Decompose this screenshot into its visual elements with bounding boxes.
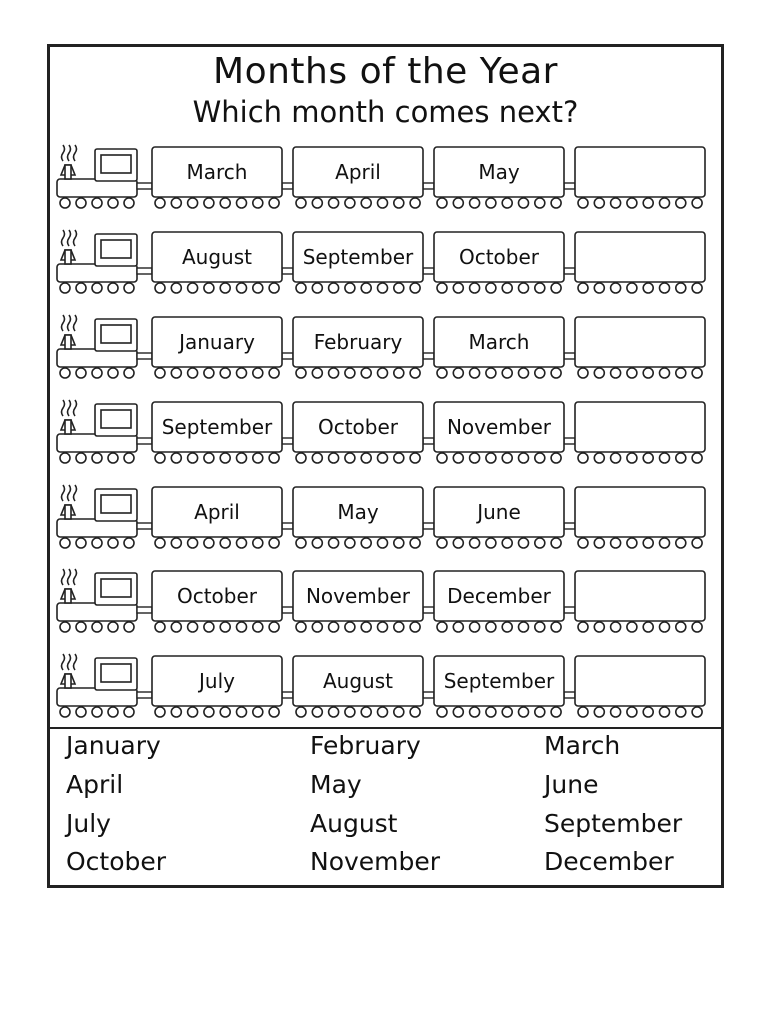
train-car-label: May — [478, 160, 520, 184]
word-bank-item: October — [66, 847, 167, 876]
coupler — [282, 607, 293, 613]
train-row — [55, 402, 715, 466]
coupler — [423, 438, 434, 444]
word-bank-item: September — [544, 809, 683, 838]
coupler — [282, 268, 293, 274]
word-bank-item: April — [66, 770, 124, 799]
coupler — [423, 523, 434, 529]
train-car-label: April — [194, 500, 240, 524]
worksheet-title: Months of the Year — [213, 51, 558, 92]
coupler — [137, 353, 152, 359]
steam-locomotive-icon — [57, 315, 137, 378]
train-car-label: November — [446, 415, 552, 439]
worksheet — [47, 44, 724, 888]
train-car-label: July — [199, 669, 235, 693]
answer-box[interactable] — [575, 402, 705, 452]
coupler — [423, 183, 434, 189]
coupler — [564, 183, 575, 189]
coupler — [564, 607, 575, 613]
train-car-label: February — [313, 330, 403, 354]
coupler — [423, 268, 434, 274]
train-car-label: September — [302, 245, 414, 269]
train-car-label: September — [161, 415, 273, 439]
train-car-label: March — [186, 160, 248, 184]
word-bank-item: July — [66, 809, 111, 838]
train-row — [55, 487, 715, 551]
answer-box[interactable] — [575, 232, 705, 282]
coupler — [423, 353, 434, 359]
train-car-label: January — [179, 330, 255, 354]
train-row — [55, 656, 715, 720]
coupler — [137, 268, 152, 274]
train-car-label: May — [337, 500, 379, 524]
train-car-label: June — [477, 500, 521, 524]
train-row — [55, 232, 715, 296]
train-car-label: September — [443, 669, 555, 693]
worksheet-subtitle: Which month comes next? — [192, 95, 579, 129]
coupler — [282, 353, 293, 359]
coupler — [423, 692, 434, 698]
answer-box[interactable] — [575, 317, 705, 367]
train-row — [55, 147, 715, 211]
steam-locomotive-icon — [57, 485, 137, 548]
coupler — [137, 692, 152, 698]
coupler — [564, 268, 575, 274]
coupler — [564, 353, 575, 359]
word-bank-item: May — [310, 770, 362, 799]
train-car-label: October — [458, 245, 540, 269]
coupler — [423, 607, 434, 613]
coupler — [282, 523, 293, 529]
answer-box[interactable] — [575, 571, 705, 621]
coupler — [282, 692, 293, 698]
coupler — [137, 607, 152, 613]
coupler — [564, 523, 575, 529]
steam-locomotive-icon — [57, 400, 137, 463]
coupler — [282, 438, 293, 444]
coupler — [564, 438, 575, 444]
steam-locomotive-icon — [57, 230, 137, 293]
train-car-label: August — [323, 669, 393, 693]
word-bank-item: August — [310, 809, 398, 838]
train-car-label: March — [468, 330, 530, 354]
train-car-label: August — [182, 245, 252, 269]
word-bank-item: February — [310, 731, 421, 760]
word-bank-item: January — [66, 731, 161, 760]
train-car-label: April — [335, 160, 381, 184]
train-car-label: November — [305, 584, 411, 608]
word-bank-item: November — [310, 847, 441, 876]
train-row — [55, 317, 715, 381]
coupler — [137, 183, 152, 189]
steam-locomotive-icon — [57, 145, 137, 208]
answer-box[interactable] — [575, 147, 705, 197]
coupler — [282, 183, 293, 189]
word-bank-item: June — [544, 770, 599, 799]
steam-locomotive-icon — [57, 654, 137, 717]
word-bank-item: March — [544, 731, 621, 760]
answer-box[interactable] — [575, 487, 705, 537]
train-car-label: October — [176, 584, 258, 608]
steam-locomotive-icon — [57, 569, 137, 632]
word-bank-item: December — [544, 847, 674, 876]
coupler — [137, 438, 152, 444]
train-row — [55, 571, 715, 635]
divider — [50, 727, 721, 729]
coupler — [137, 523, 152, 529]
answer-box[interactable] — [575, 656, 705, 706]
train-car-label: October — [317, 415, 399, 439]
train-car-label: December — [447, 584, 551, 608]
coupler — [564, 692, 575, 698]
